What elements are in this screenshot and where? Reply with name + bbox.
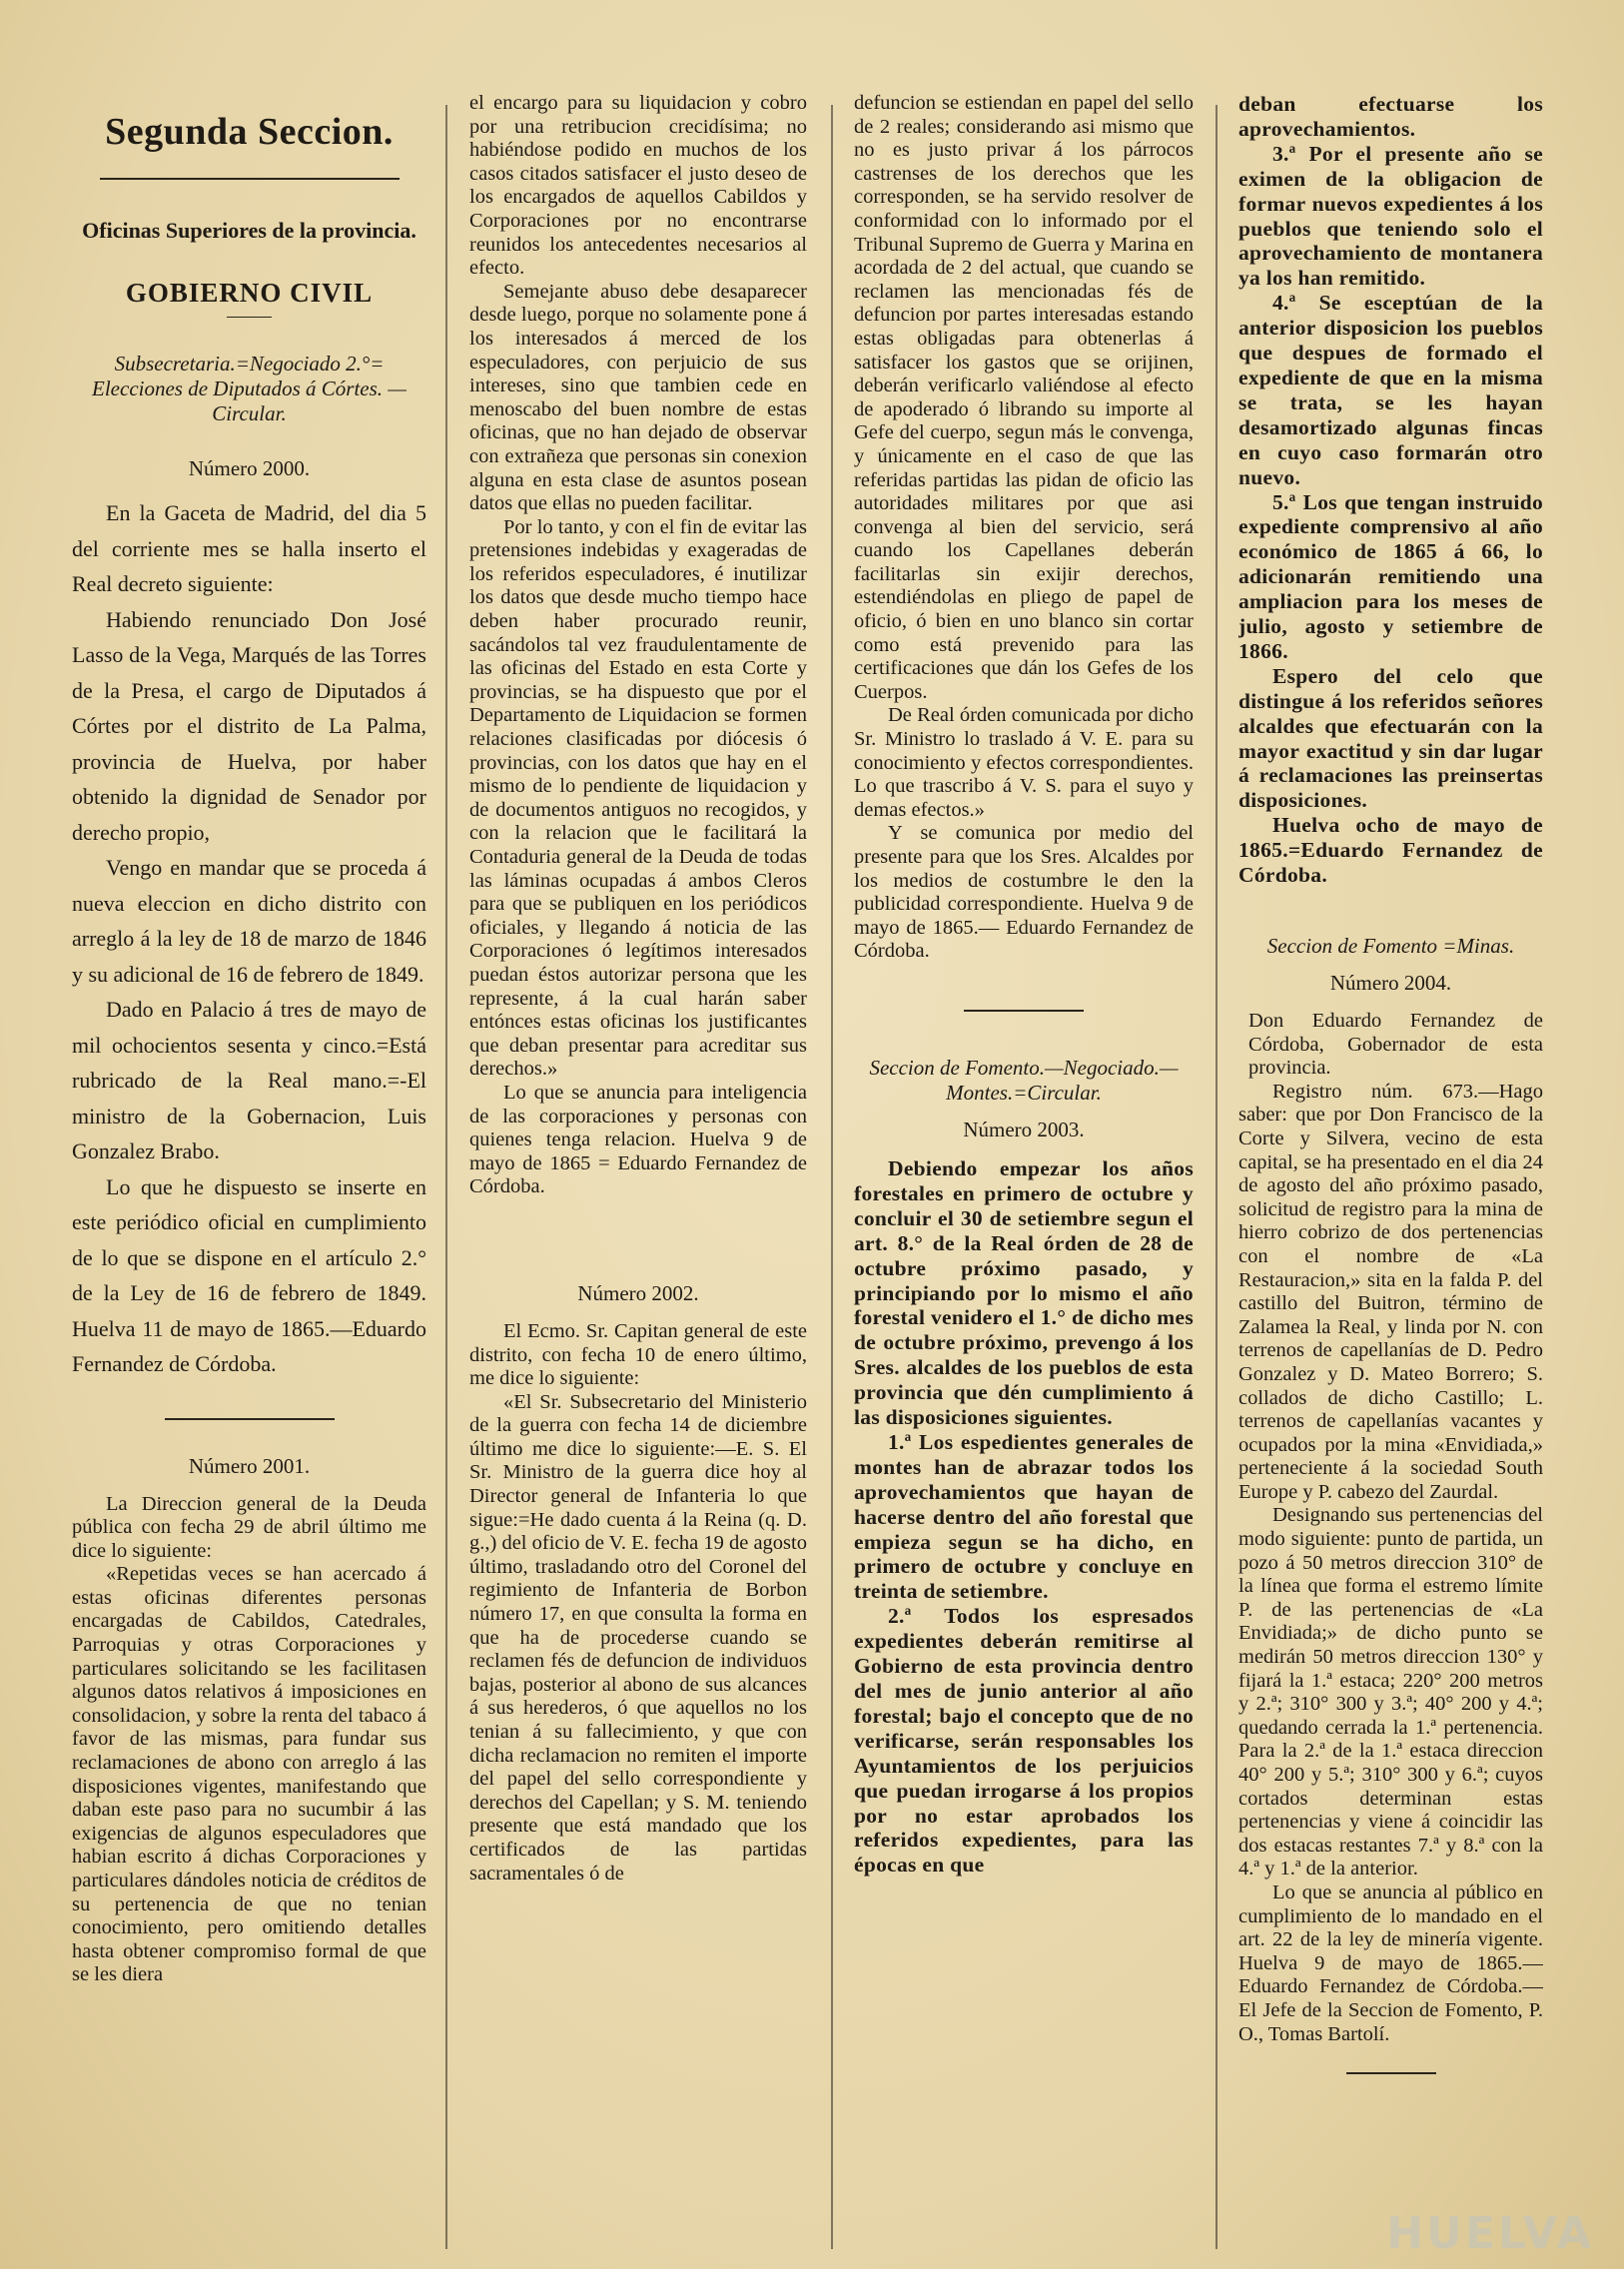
- fomento-montes-heading: Seccion de Fomento.—Negociado.— Montes.=Circular.: [869, 1055, 1179, 1105]
- number-2002: Número 2002.: [577, 1280, 699, 1305]
- paragraph: «Repetidas veces se han acercado á estas oficinas diferentes personas encargadas de Cabildos, Catedrales, Parroquias y otras Corporaciones y particulares solicitando se les facilitasen algunos datos relativos á imposiciones en consolidacion, y sobre la renta del tabaco á favor de las mismas, para fundar sus reclamaciones de abono con arreglo á las disposiciones vigentes, manifestando que daban este paso para no sucumbir á las exigencias de algunos especuladores que habian escrito á dichas Corporaciones y particulares dándoles noticia de créditos de su pertenencia de que no tenian conocimiento, pero omitiendo detalles hasta obtener compromiso formal de que se les diera: [72, 1563, 426, 1986]
- paragraph: De Real órden comunicada por dicho Sr. Ministro lo traslado á V. E. para su conocimiento y efectos correspondientes. Lo que trascribo á V. S. para el suyo y demas efectos.»: [854, 704, 1194, 821]
- paragraph: Lo que se anuncia al público en cumplimiento de lo mandado en el art. 22 de la ley de minería vigente. Huelva 9 de mayo de 1865.— Eduardo Fernandez de Córdoba.— El Jefe de la Seccion de Fomento, P. O., Tomas Bartolí.: [1238, 1881, 1543, 2045]
- paragraph: Semejante abuso debe desaparecer desde luego, porque no solamente pone á los interesados á merced de los especuladores, con perjuicio de sus intereses, sino que tambien cede en menoscabo del buen nombre de estas oficinas, que no han dejado de observar con extrañeza que personas sin conexion alguna en esta clase de asuntos posean datos que ellas no pueden facilitar.: [469, 280, 807, 515]
- column-4: [1238, 92, 1543, 2249]
- paragraph: Don Eduardo Fernandez de Córdoba, Gobernador de esta provincia.: [1248, 1010, 1543, 1080]
- number-2004: Número 2004.: [1329, 971, 1452, 995]
- column-3: [854, 92, 1194, 2249]
- column-rule: [1216, 105, 1218, 2249]
- paragraph: Espero del celo que distingue á los referidos señores alcaldes que efectuarán con la mayor exactitud y sin dar lugar á reclamaciones las preinsertas disposiciones.: [1238, 663, 1543, 813]
- spacer: [469, 1199, 807, 1269]
- divider: [1346, 2072, 1436, 2074]
- subsecretaria-heading: Subsecretaria.=Negociado 2.°= Elecciones de Diputados á Córtes. — Circular.: [92, 352, 406, 425]
- paragraph: Habiendo renunciado Don José Lasso de la Vega, Marqués de las Torres de la Presa, el cargo de Diputados á Córtes por el distrito de La Palma, provincia de Huelva, por haber obtenido la dignidad de Senador por derecho propio,: [72, 606, 426, 845]
- column-1: [72, 92, 426, 2249]
- divider: [964, 1010, 1084, 1012]
- number-2003: Número 2003.: [963, 1117, 1085, 1141]
- paragraph: 4.ª Se esceptúan de la anterior disposicion los pueblos que despues de formado el expediente de que en la misma se trata, se les hayan desamortizado algunas fincas en cuyo caso formarán otro nuevo.: [1238, 291, 1543, 489]
- paragraph: Dado en Palacio á tres de mayo de mil ochocientos sesenta y cinco.=Está rubricado de la Real mano.=-El ministro de la Gobernacion, Luis Gonzalez Brabo.: [72, 997, 426, 1163]
- paragraph: 5.ª Los que tengan instruido expediente comprensivo al año económico de 1865 á 66, lo adicionarán remitiendo una ampliacion para los meses de julio, agosto y setiembre de 1866.: [1238, 489, 1543, 663]
- number-2000: Número 2000.: [188, 456, 311, 480]
- paragraph: Huelva ocho de mayo de 1865.=Eduardo Fernandez de Córdoba.: [1238, 813, 1543, 888]
- paragraph: 3.ª Por el presente año se eximen de la obligacion de formar nuevos expedientes á los pueblos que teniendo solo el aprovechamiento de montanera ya los han remitido.: [1238, 141, 1543, 291]
- paragraph: «El Sr. Subsecretario del Ministerio de la guerra con fecha 14 de diciembre último me dice lo siguiente:—E. S. El Sr. Ministro de la guerra dice hoy al Director general de Infanteria lo que sigue:=He dado cuenta á la Reina (q. D. g.,) del oficio de V. E. fecha 19 de agosto último, trasladando otro del Coronel del regimiento de Infanteria de Borbon número 17, en que consulta la forma en que ha de procederse cuando se reclamen fés de defuncion de individuos bajas, posterior al abono de sus alcances á sus herederos, ó que aquellos no los tenian á su fallecimiento, y que con dicha reclamacion no remiten el importe del papel del sello correspondiente y derechos del Capellan; y S. M. teniendo presente que está mandado que los certificados de las partidas sacramentales ó de: [469, 1390, 807, 1885]
- paragraph: Registro núm. 673.—Hago saber: que por Don Francisco de la Corte y Silvera, vecino de esta capital, se ha presentado en el dia 24 de agosto del año próximo pasado, solicitud de registro para la mina de hierro cobrizo de dos pertenencias con el nombre de «La Restauracion,» sita en la falda P. del castillo del Buitron, término de Zalamea la Real, y linda por N. con terrenos de capellanías de D. Pedro Gonzalez y D. Mateo Borrero; S. collados de dicho Castillo; L. terrenos de capellanías vacantes y ocupados por la mina «Envidiada,» perteneciente á la sociedad South Europe y P. cabezo del Zaurdal.: [1238, 1080, 1543, 1503]
- paragraph: 2.ª Todos los espresados expedientes deberán remitirse al Gobierno de esta provincia dentro del mes de junio anterior al año forestal; bajo el concepto que de no verificarse, serán responsables los Ayuntamientos de los perjuicios que puedan irrogarse á los propios por no estar aprobados los referidos expedientes, para las épocas en que: [854, 1604, 1194, 1878]
- column-rule: [445, 105, 447, 2249]
- fomento-minas-heading: Seccion de Fomento =Minas.: [1266, 934, 1515, 958]
- divider: [100, 178, 400, 180]
- number-2001: Número 2001.: [188, 1453, 311, 1478]
- paragraph: defuncion se estiendan en papel del sello de 2 reales; considerando asi mismo que no es justo privar á los párrocos castrenses de los derechos que les corresponden, se ha servido resolver de conformidad con lo informado por el Tribunal Supremo de Guerra y Marina en acordada de 2 del actual, que cuando se reclamen las mencionadas fés de defuncion por partes interesadas estando estas obligadas para obtenerlas á satisfacer los gastos que se orijinen, deberán verificarlo valiéndose al efecto de apoderado ó librando su importe al Gefe del cuerpo, segun más le convenga, y únicamente en el caso de que las referidas partidas las pidan de oficio las autoridades militares por que asi convenga al bien del servicio, será cuando los Capellanes deberán facilitarlas sin exijir derechos, estendiéndolas en pliego de papel de oficio, ó bien en uno blanco sin cortar como está prevenido para las certificaciones que dán los Gefes de los Cuerpos.: [854, 92, 1194, 703]
- subtitle: Oficinas Superiores de la provincia.: [82, 218, 416, 243]
- divider: [227, 317, 272, 318]
- paragraph: Lo que se anuncia para inteligencia de las corporaciones y personas con quienes tenga relacion. Huelva 9 de mayo de 1865 = Eduardo Fernandez de Córdoba.: [469, 1081, 807, 1198]
- paragraph: Vengo en mandar que se proceda á nueva eleccion en dicho distrito con arreglo á la ley de 18 de marzo de 1846 y su adicional de 16 de febrero de 1849.: [72, 855, 426, 987]
- paragraph: Designando sus pertenencias del modo siguiente: punto de partida, un pozo á 50 metros direccion 310° de la línea que forma el estremo límite P. de las pertenencias de «La Envidiada;» de dicho punto se medirán 50 metros direccion 130° y fijará la 1.ª estaca; 220° 200 metros y 2.ª; 310° 300 y 3.ª; 40° 200 y 4.ª; quedando cerrada la 1.ª pertenencia. Para la 2.ª de la 1.ª estaca direccion 40° 200 y 5.ª; 310° 300 y 6.ª; cuyos cortados determinan estas pertenencias y viene á coincidir las dos estacas restantes 7.ª y 8.ª con la 4.ª y 1.ª de la anterior.: [1238, 1504, 1543, 1881]
- section-title: Segunda Seccion.: [105, 111, 394, 153]
- gobierno-heading: GOBIERNO CIVIL: [125, 278, 374, 308]
- paragraph: En la Gaceta de Madrid, del dia 5 del corriente mes se halla inserto el Real decreto siguiente:: [72, 500, 426, 596]
- column-rule: [831, 105, 833, 2249]
- paragraph: Debiendo empezar los años forestales en primero de octubre y concluir el 30 de setiembre segun el art. 8.° de la Real órden de 28 de octubre próximo pasado, y principiando por lo mismo el año forestal venidero el 1.° de dicho mes de octubre próximo, prevengo á los Sres. alcaldes de los pueblos de esta provincia que dén cumplimiento á las disposiciones siguientes.: [854, 1155, 1194, 1430]
- paragraph: Por lo tanto, y con el fin de evitar las pretensiones indebidas y exageradas de los referidos especuladores, é inutilizar los datos que desde mucho tiempo hace deben haber procurado reunir, sacándolos tal vez fraudulentamente de las oficinas del Estado en esta Corte y provincias, se ha dispuesto que por el Departamento de Liquidacion se formen relaciones clasificadas por diócesis ó provincias, con los datos que hay en el mismo de lo pendiente de liquidacion y de documentos antiguos no recogidos, y con la relacion que le facilitará la Contaduria general de la Deuda de todas las láminas ocupadas á ambos Cleros para que se publiquen en los periódicos oficiales, y llegando á noticia de las Corporaciones ó legítimos interesados puedan éstos autorizar persona que les represente, á la cual harán saber entónces estas oficinas los justificantes que deban presentar para acreditar sus derechos.»: [469, 515, 807, 1081]
- paragraph: Lo que he dispuesto se inserte en este periódico oficial en cumplimiento de lo que se dispone en el artículo 2.° de la Ley de 16 de febrero de 1849. Huelva 11 de mayo de 1865.—Eduardo Fernandez de Córdoba.: [72, 1173, 426, 1376]
- paragraph: El Ecmo. Sr. Capitan general de este distrito, con fecha 10 de enero último, me dice lo siguiente:: [469, 1319, 807, 1390]
- paragraph: deban efectuarse los aprovechamientos.: [1238, 92, 1543, 141]
- library-watermark: HUELVA: [1386, 2208, 1594, 2259]
- paragraph: La Direccion general de la Deuda pública con fecha 29 de abril último me dice lo siguiente:: [72, 1492, 426, 1562]
- paragraph: 1.ª Los espedientes generales de montes han de abrazar todos los aprovechamientos que hayan de hacerse dentro del año forestal que empieza segun se ha dicho, en primero de octubre y concluye en treinta de setiembre.: [854, 1429, 1194, 1604]
- paragraph: Y se comunica por medio del presente para que los Sres. Alcaldes por los medios de costumbre le den la publicidad correspondiente. Huelva 9 de mayo de 1865.— Eduardo Fernandez de Córdoba.: [854, 822, 1194, 963]
- divider: [165, 1418, 335, 1420]
- paragraph: el encargo para su liquidacion y cobro por una retribucion crecidísima; no habiéndose podido en muchos de los casos citados satisfacer el justo deseo de los encargados de aquellos Cabildos y Corporaciones por no encontrarse reunidos los antecedentes necesarios al efecto.: [469, 92, 807, 280]
- column-2: [469, 92, 807, 2249]
